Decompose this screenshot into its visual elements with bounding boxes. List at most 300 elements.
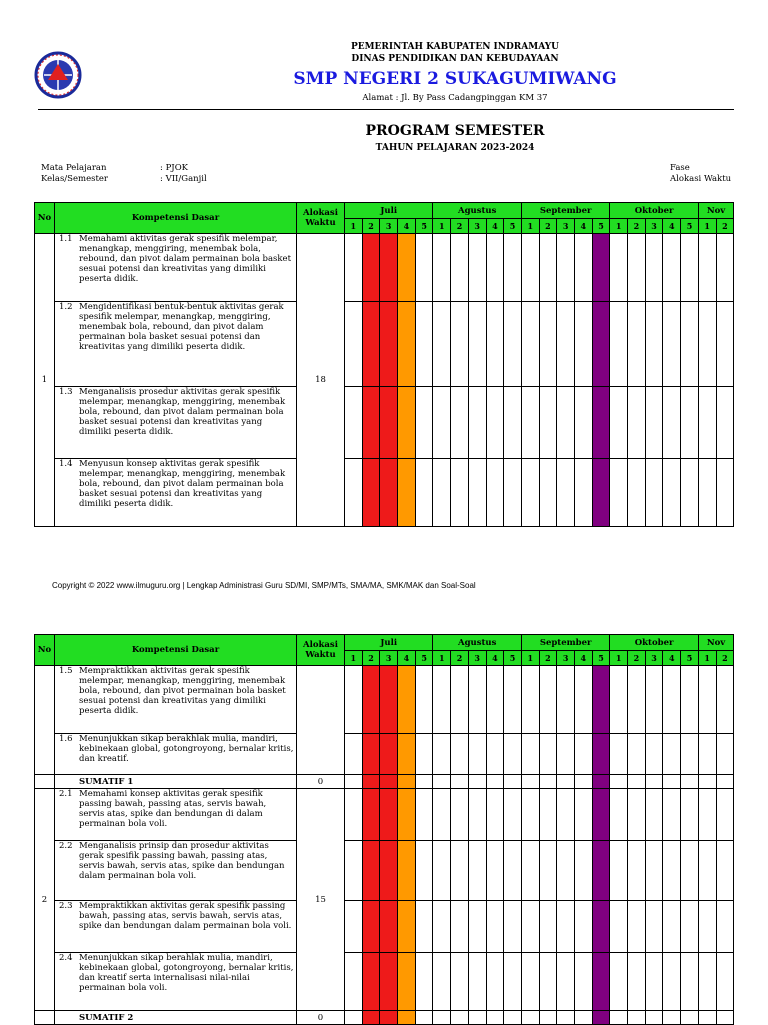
week-cell [592, 841, 610, 901]
week-cell [557, 901, 575, 953]
week-cell [504, 302, 522, 387]
week-cell [645, 953, 663, 1011]
week-cell [592, 901, 610, 953]
week-cell [380, 387, 398, 459]
header-week: 5 [504, 219, 522, 234]
week-cell [628, 953, 646, 1011]
school-name: SMP NEGERI 2 SUKAGUMIWANG [293, 69, 617, 89]
week-cell [592, 234, 610, 302]
week-cell [345, 901, 363, 953]
kompetensi-cell [55, 901, 297, 953]
kd-item [55, 789, 296, 829]
row-alokasi: 15 [297, 789, 345, 1011]
week-cell [521, 734, 539, 775]
header-month: Oktober [610, 203, 698, 219]
page-subtitle: TAHUN PELAJARAN 2023-2024 [375, 143, 535, 153]
kd-text: Memahami konsep aktivitas gerak spesifik passing bawah, passing atas, servis bawah, servis atas, spike dan bendungan di dalam permainan bola voli. [79, 789, 267, 829]
week-cell [663, 775, 681, 789]
kd-number: 1.1 [59, 234, 73, 244]
week-cell [398, 901, 416, 953]
week-cell [504, 841, 522, 901]
header-week: 4 [398, 651, 416, 666]
kd-item [55, 841, 296, 881]
week-cell [362, 302, 380, 387]
week-cell [415, 1011, 433, 1025]
week-cell [539, 953, 557, 1011]
week-cell [415, 734, 433, 775]
kd-text: Mempraktikkan aktivitas gerak spesifik melempar, menangkap, menggiring, menembak bola, rebound, dan pivot permainan bola basket sesuai potensi dan kreativitas yang dimiliki peserta didik. [79, 666, 286, 716]
week-cell [504, 666, 522, 734]
kompetensi-cell [55, 953, 297, 1011]
week-cell [645, 302, 663, 387]
week-cell [716, 953, 734, 1011]
week-cell [716, 302, 734, 387]
week-cell [398, 666, 416, 734]
week-cell [610, 789, 628, 841]
week-cell [451, 901, 469, 953]
week-cell [415, 387, 433, 459]
week-cell [628, 901, 646, 953]
week-cell [539, 901, 557, 953]
week-cell [645, 1011, 663, 1025]
week-cell [521, 953, 539, 1011]
kd-text: Mengidentifikasi bentuk-bentuk aktivitas gerak spesifik melempar, menangkap, menggiring, menembak bola, rebound, dan pivot dalam permainan bola basket sesuai potensi dan kreativitas yang dimiliki peserta didik. [79, 302, 284, 352]
week-cell [415, 789, 433, 841]
week-cell [663, 459, 681, 527]
header-week: 4 [663, 219, 681, 234]
week-cell [592, 459, 610, 527]
week-cell [451, 1011, 469, 1025]
week-cell [645, 841, 663, 901]
week-cell [415, 775, 433, 789]
week-cell [380, 841, 398, 901]
week-cell [610, 841, 628, 901]
week-cell [539, 789, 557, 841]
week-cell [433, 734, 451, 775]
header-week: 3 [645, 219, 663, 234]
header-week: 4 [486, 219, 504, 234]
header-month: Agustus [433, 203, 521, 219]
kd-text: Menyusun konsep aktivitas gerak spesifik melempar, menangkap, menggiring, menembak bola, rebound, dan pivot dalam permainan bola basket sesuai potensi dan kreativitas yang dimiliki peserta didik. [79, 459, 286, 509]
week-cell [539, 302, 557, 387]
week-cell [681, 901, 699, 953]
header-week: 1 [345, 219, 363, 234]
week-cell [468, 953, 486, 1011]
sumatif-no [35, 1011, 55, 1025]
kd-item [55, 302, 296, 352]
week-cell [698, 666, 716, 734]
week-cell [521, 666, 539, 734]
week-cell [504, 789, 522, 841]
week-cell [557, 953, 575, 1011]
header-month: Juli [345, 203, 433, 219]
kd-item [55, 734, 296, 764]
header-week: 3 [468, 219, 486, 234]
week-cell [698, 789, 716, 841]
week-cell [539, 841, 557, 901]
week-cell [486, 234, 504, 302]
week-cell [521, 1011, 539, 1025]
week-cell [698, 234, 716, 302]
week-cell [716, 234, 734, 302]
week-cell [380, 234, 398, 302]
week-cell [698, 387, 716, 459]
header-week: 2 [716, 219, 734, 234]
sumatif-2-label: SUMATIF 2 [55, 1011, 297, 1025]
week-cell [628, 789, 646, 841]
week-cell [380, 302, 398, 387]
header-kompetensi-dasar: Kompetensi Dasar [55, 203, 297, 234]
week-cell [610, 459, 628, 527]
header-week: 1 [433, 219, 451, 234]
week-cell [362, 666, 380, 734]
week-cell [345, 841, 363, 901]
week-cell [433, 1011, 451, 1025]
week-cell [628, 666, 646, 734]
kd-item [55, 234, 296, 284]
week-cell [681, 1011, 699, 1025]
week-cell [433, 775, 451, 789]
header-week: 5 [681, 219, 699, 234]
week-cell [486, 953, 504, 1011]
week-cell [628, 234, 646, 302]
week-cell [451, 387, 469, 459]
week-cell [645, 234, 663, 302]
copyright-text: Copyright © 2022 www.ilmuguru.org | Lengkap Administrasi Guru SD/MI, SMP/MTs, SMA/MA, SMK/MAK dan Soal-Soal [52, 581, 476, 590]
week-cell [681, 734, 699, 775]
header-week: 3 [645, 651, 663, 666]
week-cell [415, 901, 433, 953]
week-cell [574, 234, 592, 302]
header-week: 3 [380, 651, 398, 666]
header-week: 1 [433, 651, 451, 666]
week-cell [716, 775, 734, 789]
week-cell [345, 302, 363, 387]
week-cell [628, 734, 646, 775]
week-cell [628, 841, 646, 901]
week-cell [433, 953, 451, 1011]
week-cell [486, 666, 504, 734]
kd-item [55, 901, 296, 931]
week-cell [592, 734, 610, 775]
week-cell [628, 1011, 646, 1025]
week-cell [486, 387, 504, 459]
week-cell [557, 1011, 575, 1025]
week-cell [504, 775, 522, 789]
week-cell [592, 953, 610, 1011]
week-cell [681, 953, 699, 1011]
sumatif-no [35, 775, 55, 789]
header-month: Agustus [433, 635, 521, 651]
week-cell [362, 953, 380, 1011]
week-cell [345, 775, 363, 789]
header-week: 4 [486, 651, 504, 666]
week-cell [380, 953, 398, 1011]
week-cell [698, 302, 716, 387]
week-cell [716, 666, 734, 734]
week-cell [663, 953, 681, 1011]
week-cell [610, 302, 628, 387]
week-cell [663, 789, 681, 841]
week-cell [486, 841, 504, 901]
week-cell [345, 789, 363, 841]
week-cell [610, 234, 628, 302]
header-week: 5 [592, 219, 610, 234]
header-department: DINAS PENDIDIKAN DAN KEBUDAYAAN [351, 54, 559, 64]
week-cell [574, 953, 592, 1011]
week-cell [645, 775, 663, 789]
week-cell [433, 387, 451, 459]
week-cell [557, 841, 575, 901]
kelas-value: : VII/Ganjil [160, 174, 207, 184]
week-cell [681, 234, 699, 302]
week-cell [433, 302, 451, 387]
header-week: 5 [415, 651, 433, 666]
week-cell [698, 901, 716, 953]
week-cell [628, 775, 646, 789]
week-cell [504, 387, 522, 459]
week-cell [398, 387, 416, 459]
week-cell [362, 1011, 380, 1025]
week-cell [415, 234, 433, 302]
sumatif-1-value: 0 [297, 775, 345, 789]
week-cell [521, 387, 539, 459]
header-week: 1 [698, 651, 716, 666]
kompetensi-cell [55, 459, 297, 527]
header-month: Nov [698, 203, 733, 219]
header-week: 2 [539, 219, 557, 234]
week-cell [557, 459, 575, 527]
week-cell [398, 953, 416, 1011]
header-week: 4 [398, 219, 416, 234]
header-kompetensi-dasar: Kompetensi Dasar [55, 635, 297, 666]
week-cell [574, 459, 592, 527]
week-cell [362, 775, 380, 789]
sumatif-1-label: SUMATIF 1 [55, 775, 297, 789]
kd-number: 1.5 [59, 666, 73, 676]
week-cell [433, 841, 451, 901]
kd-number: 1.3 [59, 387, 73, 397]
week-cell [486, 775, 504, 789]
week-cell [504, 734, 522, 775]
kd-text: Menganalisis prinsip dan prosedur aktivitas gerak spesifik passing bawah, passing atas, servis bawah, servis atas, spike dan bendungan dalam permainan bola voli. [79, 841, 285, 881]
header-alokasi-waktu: Alokasi Waktu [297, 203, 345, 234]
week-cell [574, 841, 592, 901]
row-no-continued [35, 666, 55, 775]
header-week: 5 [681, 651, 699, 666]
week-cell [486, 1011, 504, 1025]
week-cell [415, 841, 433, 901]
week-cell [663, 234, 681, 302]
week-cell [345, 234, 363, 302]
header-week: 2 [628, 219, 646, 234]
week-cell [681, 789, 699, 841]
week-cell [380, 666, 398, 734]
week-cell [574, 775, 592, 789]
week-cell [557, 734, 575, 775]
kompetensi-cell [55, 841, 297, 901]
week-cell [433, 789, 451, 841]
week-cell [362, 387, 380, 459]
week-cell [539, 234, 557, 302]
week-cell [628, 302, 646, 387]
week-cell [504, 234, 522, 302]
week-cell [645, 387, 663, 459]
week-cell [663, 901, 681, 953]
kd-text: Menunjukkan sikap berakhlak mulia, mandiri, kebinekaan global, gotongroyong, bernalar kritis, dan kreatif. [79, 734, 294, 764]
week-cell [433, 234, 451, 302]
program-table-1 [34, 202, 734, 527]
kd-number: 2.1 [59, 789, 73, 799]
week-cell [468, 387, 486, 459]
week-cell [716, 387, 734, 459]
week-cell [698, 953, 716, 1011]
header-week: 1 [610, 651, 628, 666]
header-week: 1 [521, 219, 539, 234]
week-cell [486, 302, 504, 387]
week-cell [681, 459, 699, 527]
week-cell [698, 734, 716, 775]
week-cell [628, 387, 646, 459]
week-cell [610, 1011, 628, 1025]
week-cell [362, 234, 380, 302]
week-cell [486, 734, 504, 775]
week-cell [663, 734, 681, 775]
kompetensi-cell [55, 789, 297, 841]
header-week: 5 [504, 651, 522, 666]
week-cell [433, 666, 451, 734]
week-cell [451, 841, 469, 901]
week-cell [698, 1011, 716, 1025]
week-cell [521, 775, 539, 789]
week-cell [574, 734, 592, 775]
week-cell [557, 302, 575, 387]
week-cell [574, 789, 592, 841]
header-week: 2 [628, 651, 646, 666]
mapel-value: : PJOK [160, 163, 189, 173]
week-cell [663, 1011, 681, 1025]
week-cell [486, 459, 504, 527]
week-cell [398, 789, 416, 841]
header-week: 4 [574, 651, 592, 666]
header-week: 1 [521, 651, 539, 666]
week-cell [451, 953, 469, 1011]
week-cell [451, 734, 469, 775]
week-cell [451, 459, 469, 527]
week-cell [433, 459, 451, 527]
header-month: Oktober [610, 635, 698, 651]
week-cell [592, 302, 610, 387]
week-cell [716, 459, 734, 527]
kd-item [55, 387, 296, 437]
kd-text: Menunjukkan sikap berahlak mulia, mandiri, kebinekaan global, gotongroyong, bernalar kritis, dan kreatif serta internalisasi nilai-nilai permainan bola voli. [79, 953, 294, 993]
kd-number: 1.6 [59, 734, 73, 744]
week-cell [681, 775, 699, 789]
mapel-label: Mata Pelajaran [41, 163, 107, 173]
week-cell [681, 841, 699, 901]
week-cell [468, 302, 486, 387]
week-cell [415, 302, 433, 387]
week-cell [521, 841, 539, 901]
week-cell [574, 901, 592, 953]
header-government: PEMERINTAH KABUPATEN INDRAMAYU [350, 42, 560, 52]
week-cell [345, 387, 363, 459]
row-alokasi-continued [297, 666, 345, 775]
kd-number: 1.2 [59, 302, 73, 312]
week-cell [504, 953, 522, 1011]
sumatif-2-value: 0 [297, 1011, 345, 1025]
kompetensi-cell [55, 734, 297, 775]
week-cell [451, 302, 469, 387]
kd-text: Menganalisis prosedur aktivitas gerak spesifik melempar, menangkap, menggiring, menembak bola, rebound, dan pivot dalam permainan bola basket sesuai potensi dan kreativitas yang dimiliki peserta didik. [79, 387, 286, 437]
header-week: 3 [468, 651, 486, 666]
week-cell [663, 841, 681, 901]
week-cell [521, 789, 539, 841]
kd-item [55, 459, 296, 509]
header-week: 3 [557, 651, 575, 666]
header-week: 2 [362, 219, 380, 234]
week-cell [610, 387, 628, 459]
row-alokasi: 18 [297, 234, 345, 527]
header-divider [38, 109, 734, 110]
header-no: No [35, 203, 55, 234]
week-cell [557, 789, 575, 841]
kompetensi-cell [55, 234, 297, 302]
week-cell [574, 1011, 592, 1025]
week-cell [539, 387, 557, 459]
week-cell [398, 841, 416, 901]
week-cell [574, 666, 592, 734]
week-cell [539, 734, 557, 775]
kd-text: Memahami aktivitas gerak spesifik melempar, menangkap, menggiring, menembak bola, rebound, dan pivot dalam permainan bola basket sesuai potensi dan kreativitas yang dimiliki peserta didik. [79, 234, 291, 284]
week-cell [362, 789, 380, 841]
alokasi-label: Alokasi Waktu [670, 174, 732, 184]
week-cell [592, 666, 610, 734]
week-cell [610, 901, 628, 953]
week-cell [415, 666, 433, 734]
week-cell [468, 789, 486, 841]
row-no: 1 [35, 234, 55, 527]
week-cell [362, 841, 380, 901]
week-cell [398, 234, 416, 302]
week-cell [398, 775, 416, 789]
header-week: 2 [539, 651, 557, 666]
kompetensi-cell [55, 302, 297, 387]
week-cell [663, 387, 681, 459]
week-cell [539, 1011, 557, 1025]
week-cell [380, 901, 398, 953]
week-cell [645, 734, 663, 775]
week-cell [398, 459, 416, 527]
week-cell [592, 789, 610, 841]
header-week: 2 [716, 651, 734, 666]
week-cell [592, 387, 610, 459]
week-cell [610, 953, 628, 1011]
week-cell [398, 734, 416, 775]
week-cell [610, 775, 628, 789]
header-month: Nov [698, 635, 733, 651]
week-cell [681, 387, 699, 459]
program-table-2 [34, 634, 734, 1025]
week-cell [345, 953, 363, 1011]
week-cell [521, 459, 539, 527]
header-week: 1 [698, 219, 716, 234]
week-cell [468, 459, 486, 527]
week-cell [468, 234, 486, 302]
week-cell [345, 459, 363, 527]
week-cell [681, 302, 699, 387]
week-cell [716, 789, 734, 841]
